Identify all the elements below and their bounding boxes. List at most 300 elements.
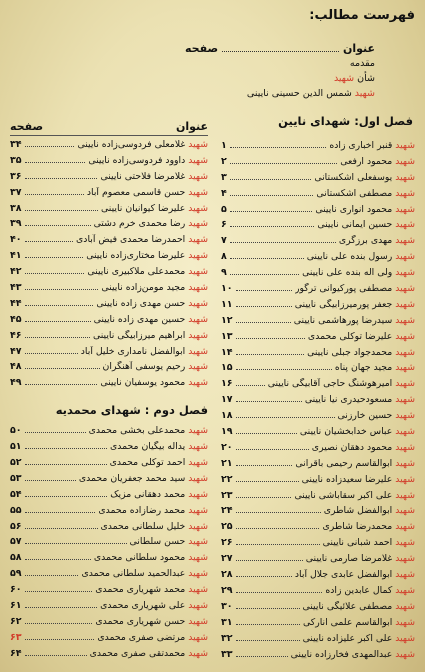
shahid-word: شهید [395,648,415,660]
martyr-name: غلامرضا صارمی نایینی [305,553,396,565]
martyr-name: احمد شبانی نایینی [322,537,396,549]
toc-entry-name [90,648,208,659]
toc-entry-name [305,394,415,405]
toc-entry [10,521,208,537]
toc-entry-name [291,649,415,660]
toc-entry [10,600,208,616]
leader-dots [25,194,84,195]
toc-entry-name [303,601,416,612]
toc-entry [10,218,208,234]
page-number: ۳۱ [221,616,233,628]
toc-entry-name [300,426,415,437]
toc-entry-name [94,314,208,325]
toc-entry-name [294,315,415,326]
leader-dots [25,464,107,465]
toc-entry-name [338,410,416,421]
leader-dots [25,623,93,624]
martyr-name: حسین ایمانی نایینی [317,219,396,231]
shahid-word: شهید [395,330,415,342]
martyr-name: مهدی برزگری [338,235,396,247]
leader-dots [25,305,94,306]
martyr-name: محمدعلی ملاکبیری نایینی [87,266,189,278]
intro-item-text: مقدمه [349,58,375,69]
martyr-name: داوود فردوسی‌زاده نایینی [88,154,189,166]
martyr-name: رضا محمدی خرم دشتی [93,218,189,230]
intro-item-text: شأن [354,73,375,84]
leader-dots [236,592,323,593]
martyr-name: حسین خارزنی [337,410,396,422]
page-number: ۲۴ [221,505,233,517]
martyr-name: محمد رضازاده محمدی [98,504,189,516]
page-number: ۶۳ [10,631,22,643]
page-number: ۱۷ [221,394,233,406]
leader-dots [236,544,320,545]
leader-dots [25,448,107,449]
toc-entry-name [95,584,208,595]
martyr-name: حسن سلطانی [129,536,189,548]
toc-entry-name [295,569,415,580]
martyr-name: رحیم یوسفی آهنگران [102,361,189,373]
toc-entry-name [96,298,208,309]
martyr-name: علی شهریاری محمدی [100,600,189,612]
martyr-name: محمود دهقان نصیری [311,441,396,453]
shahid-word: شهید [395,441,415,453]
leader-dots [25,639,95,640]
leader-dots [236,528,320,529]
toc-entry-name [339,235,415,246]
shahid-word: شهید [395,394,415,406]
martyr-name: رسول بنده علی نایینی [306,251,396,263]
leader-dots [25,321,91,322]
toc-entry [10,361,208,377]
toc-entry [10,171,208,187]
martyr-name: یداله بیگیان محمدی [109,441,189,453]
toc-entry [221,394,415,410]
page-number: ۹ [221,267,227,279]
toc-entry [221,299,415,315]
shahid-word: شهید [354,88,375,99]
shahid-word: شهید [395,521,415,533]
page-number: ۱۳ [221,330,233,342]
shahid-word: شهید [188,600,208,612]
martyr-name: حسن مهدی زاده نایینی [96,297,189,309]
toc-entry [221,283,415,299]
martyr-name: علیرضا توکلی محمدی [307,330,396,342]
shahid-word: شهید [188,631,208,643]
toc-entry [221,569,415,585]
martyr-name: ابوالقاسم علمی اناركی [303,616,396,628]
shahid-word: شهید [395,426,415,438]
toc-entry [221,251,415,267]
leader-dots [25,432,86,433]
page-number: ۶۲ [10,615,22,627]
intro-col-page: صفحه [185,42,219,55]
shahid-word: شهید [395,505,415,517]
page-number: ۸ [221,251,227,263]
leader-dots [25,241,73,242]
page-number: ۵۸ [10,552,22,564]
leader-dots [222,51,339,52]
shahid-word: شهید [188,282,208,294]
toc-entry-name [110,441,208,452]
martyr-name: محمدرضا شاطری [322,521,396,533]
martyr-name: ولی اله بنده علی نایینی [302,267,396,279]
leader-dots [230,242,336,243]
toc-entry-name [329,140,415,151]
column-header-page: صفحه [10,120,44,133]
martyr-name: غلامرضا فلاحتی نایینی [100,170,189,182]
toc-entry [221,347,415,363]
martyr-name: خلیل سلطانی محمدی [100,520,189,532]
shahid-word: شهید [395,346,415,358]
leader-dots [25,384,98,385]
shahid-word: شهید [188,250,208,262]
leader-dots [25,575,79,576]
toc-entry-name [295,283,415,294]
toc-entry [221,458,415,474]
page-number: ۳ [221,171,227,183]
page-number: ۵۱ [10,441,22,453]
shahid-word: شهید [395,553,415,565]
toc-entry [221,442,415,458]
toc-entry-name [317,219,415,230]
toc-entry-name [86,250,208,261]
leader-dots [236,354,305,355]
toc-entry-name [315,204,415,215]
shahid-word: شهید [395,632,415,644]
shahid-word: شهید [395,171,415,183]
leader-dots [230,258,304,259]
toc-entry [10,441,208,457]
martyr-name: مرتضی صفری محمدی [97,631,189,643]
shahid-word: شهید [188,488,208,500]
page-title: فهرست مطالب: [309,8,415,23]
toc-entry [221,617,415,633]
leader-dots [230,211,313,212]
shahid-word: شهید [395,314,415,326]
toc-entry [10,489,208,505]
shahid-word: شهید [188,457,208,469]
page-number: ۲۵ [221,521,233,533]
martyr-name: عبدالحمید سلطانی محمدی [81,568,189,580]
toc-entry-name [94,218,208,229]
leader-dots [25,178,98,179]
martyr-name: محمود سلطانی محمدی [93,552,189,564]
toc-entry [10,473,208,489]
leader-dots [25,225,91,226]
page-number: ۵ [221,203,227,215]
toc-entry-name [130,536,208,547]
leader-dots [25,257,84,258]
page-number: ۳۳ [221,648,233,660]
page-number: ۲۱ [221,457,233,469]
martyr-name: احمدرضا محمدی فیض آبادی [76,234,189,246]
intro-item-text: شمس الدین حسینی نایینی [246,88,355,99]
martyr-name: ابراهیم میرزابیگی نایینی [92,329,189,341]
shahid-word: شهید [395,187,415,199]
page-number: ۵۶ [10,520,22,532]
page-number: ۴۱ [10,250,22,262]
page-number: ۵۴ [10,488,22,500]
toc-entry [221,362,415,378]
toc-entry [10,457,208,473]
page-number: ۵۷ [10,536,22,548]
martyr-name: محمد شهریاری محمدی [95,584,189,596]
section-title-2: فصل دوم : شهدای محمدیه [55,403,208,418]
page-number: ۳۸ [10,202,22,214]
toc-entry [10,648,208,664]
leader-dots [236,417,335,418]
toc-entry-name [294,490,415,501]
toc-entry [10,298,208,314]
page-number: ۴ [221,187,227,199]
page-number: ۳۶ [10,170,22,182]
shahid-word: شهید [395,457,415,469]
toc-entry [221,633,415,649]
toc-entry [10,187,208,203]
leader-dots [236,656,288,657]
toc-entry-name [302,267,415,278]
page-number: ۲۸ [221,569,233,581]
shahid-word: شهید [188,615,208,627]
page-number: ۶۱ [10,600,22,612]
page-number: ۶۰ [10,584,22,596]
leader-dots [236,385,265,386]
page-number: ۱۸ [221,410,233,422]
leader-dots [236,576,292,577]
toc-entry-name [316,188,415,199]
page-number: ۴۸ [10,361,22,373]
toc-entry-name [307,347,415,358]
martyr-name: امیرهوشنگ حاجی آقابیگی نایینی [267,378,396,390]
toc-entry-name [340,156,415,167]
shahid-word: شهید [188,329,208,341]
leader-dots [230,226,315,227]
toc-entry [10,203,208,219]
page-number: ۱۶ [221,378,233,390]
toc-entry-name [76,234,208,245]
column-header [10,120,208,136]
leader-dots [25,591,93,592]
toc-entry-name [323,537,415,548]
shahid-word: شهید [395,140,415,151]
page-number: ۲۳ [221,489,233,501]
leader-dots [236,560,303,561]
toc-entry-name [97,632,208,643]
page-number: ۲۰ [221,441,233,453]
toc-entry-name [98,505,208,516]
martyr-name: علی اکبر علیزاده نایینی [302,632,396,644]
leader-dots [25,607,97,608]
shahid-word: شهید [188,552,208,564]
toc-entry [221,585,415,601]
intro-item [185,86,375,101]
toc-column-left [10,120,208,664]
leader-dots [236,640,300,641]
toc-entry [221,474,415,490]
toc-entry-name [81,346,208,357]
leader-dots [236,512,321,513]
shahid-word: شهید [395,283,415,295]
toc-entry [10,505,208,521]
martyr-name: محمود انواری نایینی [315,203,396,215]
page-number: ۱۰ [221,283,233,295]
shahid-word: شهید [395,267,415,279]
leader-dots [25,162,86,163]
martyr-name: غلامعلی فردوسی‌زاده نایینی [77,139,189,150]
shahid-word: شهید [333,73,355,84]
leader-dots [25,146,75,147]
toc-entry [221,505,415,521]
martyr-name: علیرضا سعیدزاده نایینی [301,473,396,485]
toc-entry-name [302,474,415,485]
leader-dots [25,368,100,369]
shahid-word: شهید [188,313,208,325]
leader-dots [25,528,98,529]
shahid-word: شهید [395,235,415,247]
shahid-word: شهید [188,345,208,357]
leader-dots [25,273,85,274]
leader-dots [236,306,292,307]
shahid-word: شهید [395,584,415,596]
toc-entry [221,553,415,569]
leader-dots [25,353,78,354]
toc-entry [221,172,415,188]
shahid-word: شهید [188,520,208,532]
toc-entry-name [94,552,208,563]
toc-column-right [221,140,415,664]
page-number: ۵۵ [10,504,22,516]
intro-item [185,56,375,71]
toc-entry-name [303,633,415,644]
shahid-word: شهید [188,361,208,373]
martyr-name: محمود ارفعی [340,155,396,167]
leader-dots [25,289,99,290]
leader-dots [230,147,327,148]
martyr-name: ابوالفضل عابدی جلال آباد [294,569,396,581]
toc-entry [10,616,208,632]
martyr-name: محمدجواد جبلی نایینی [307,346,396,358]
toc-entry-name [100,600,208,611]
toc-entry [10,282,208,298]
toc-entry-name [103,361,208,372]
toc-entry [221,331,415,347]
page-number: ۴۹ [10,377,22,389]
page-number: ۴۲ [10,266,22,278]
page-number: ۷ [221,235,227,247]
page-number: ۴۰ [10,234,22,246]
toc-entry [221,378,415,394]
intro-header [185,42,375,56]
toc-entry-name [322,521,415,532]
toc-entry-name [89,425,208,436]
shahid-word: شهید [188,170,208,182]
page-number: ۵۲ [10,457,22,469]
toc-entry [10,266,208,282]
leader-dots [230,195,314,196]
toc-entry [10,552,208,568]
intro-item [185,71,375,86]
leader-dots [236,608,300,609]
toc-entry-name [77,139,208,150]
page-number: ۵۹ [10,568,22,580]
shahid-word: شهید [188,139,208,150]
toc-entry-name [307,251,415,262]
shahid-word: شهید [188,536,208,548]
toc-entry [10,139,208,155]
shahid-word: شهید [395,473,415,485]
intro-col-title: عنوان [342,42,375,55]
martyr-name: عباس خدابخشیان نایینی [299,426,396,438]
page-number: ۱ [221,140,227,151]
shahid-word: شهید [395,537,415,549]
page-number: ۲۹ [221,584,233,596]
column-header-title: عنوان [175,120,208,133]
shahid-word: شهید [188,441,208,453]
shahid-word: شهید [188,202,208,214]
toc-entry [221,315,415,331]
page-number: ۳۵ [10,154,22,166]
shahid-word: شهید [188,584,208,596]
leader-dots [236,369,332,370]
intro-block [185,42,375,101]
martyr-name: علیرضا مختاری‌زاده نایینی [86,250,189,262]
leader-dots [25,512,96,513]
toc-entry [221,204,415,220]
toc-entry-name [87,187,208,198]
shahid-word: شهید [395,600,415,612]
leader-dots [25,210,98,211]
shahid-word: شهید [188,266,208,278]
leader-dots [236,624,300,625]
page-number: ۵۰ [10,425,22,437]
shahid-word: شهید [395,251,415,263]
shahid-word: شهید [188,154,208,166]
toc-entry-name [295,458,415,469]
shahid-word: شهید [188,568,208,580]
leader-dots [236,401,302,402]
toc-entry-name [93,330,208,341]
page-number: ۳۰ [221,600,233,612]
martyr-name: محمود یوسفیان نایینی [100,377,189,389]
shahid-word: شهید [395,378,415,390]
martyr-name: یوسفعلی اشکستانی [314,171,396,183]
martyr-name: محمد دهقانی مزیک [110,488,189,500]
leader-dots [236,433,297,434]
martyr-name: مسعودحیدری نیا نایینی [304,394,396,406]
toc-entry [221,219,415,235]
leader-dots [25,559,91,560]
toc-entry-name [79,473,208,484]
page-number: ۴۳ [10,282,22,294]
page-number: ۶۴ [10,647,22,659]
page-number: ۴۴ [10,297,22,309]
shahid-word: شهید [188,504,208,516]
toc-entry [221,235,415,251]
leader-dots [236,338,305,339]
toc-entry [10,346,208,362]
martyr-name: مصطفی پورکیوانی ترگور [294,283,396,295]
martyr-name: سیدرضا پورهاشمی نایینی [293,314,396,326]
toc-entry-name [110,457,208,468]
page-number: ۱۴ [221,346,233,358]
shahid-word: شهید [395,219,415,231]
toc-entry [10,155,208,171]
martyr-name: جعفر پورمیرزابیگی نایینی [294,298,396,310]
toc-entry [221,410,415,426]
page-number: ۲۷ [221,553,233,565]
page-number: ۱۵ [221,362,233,374]
